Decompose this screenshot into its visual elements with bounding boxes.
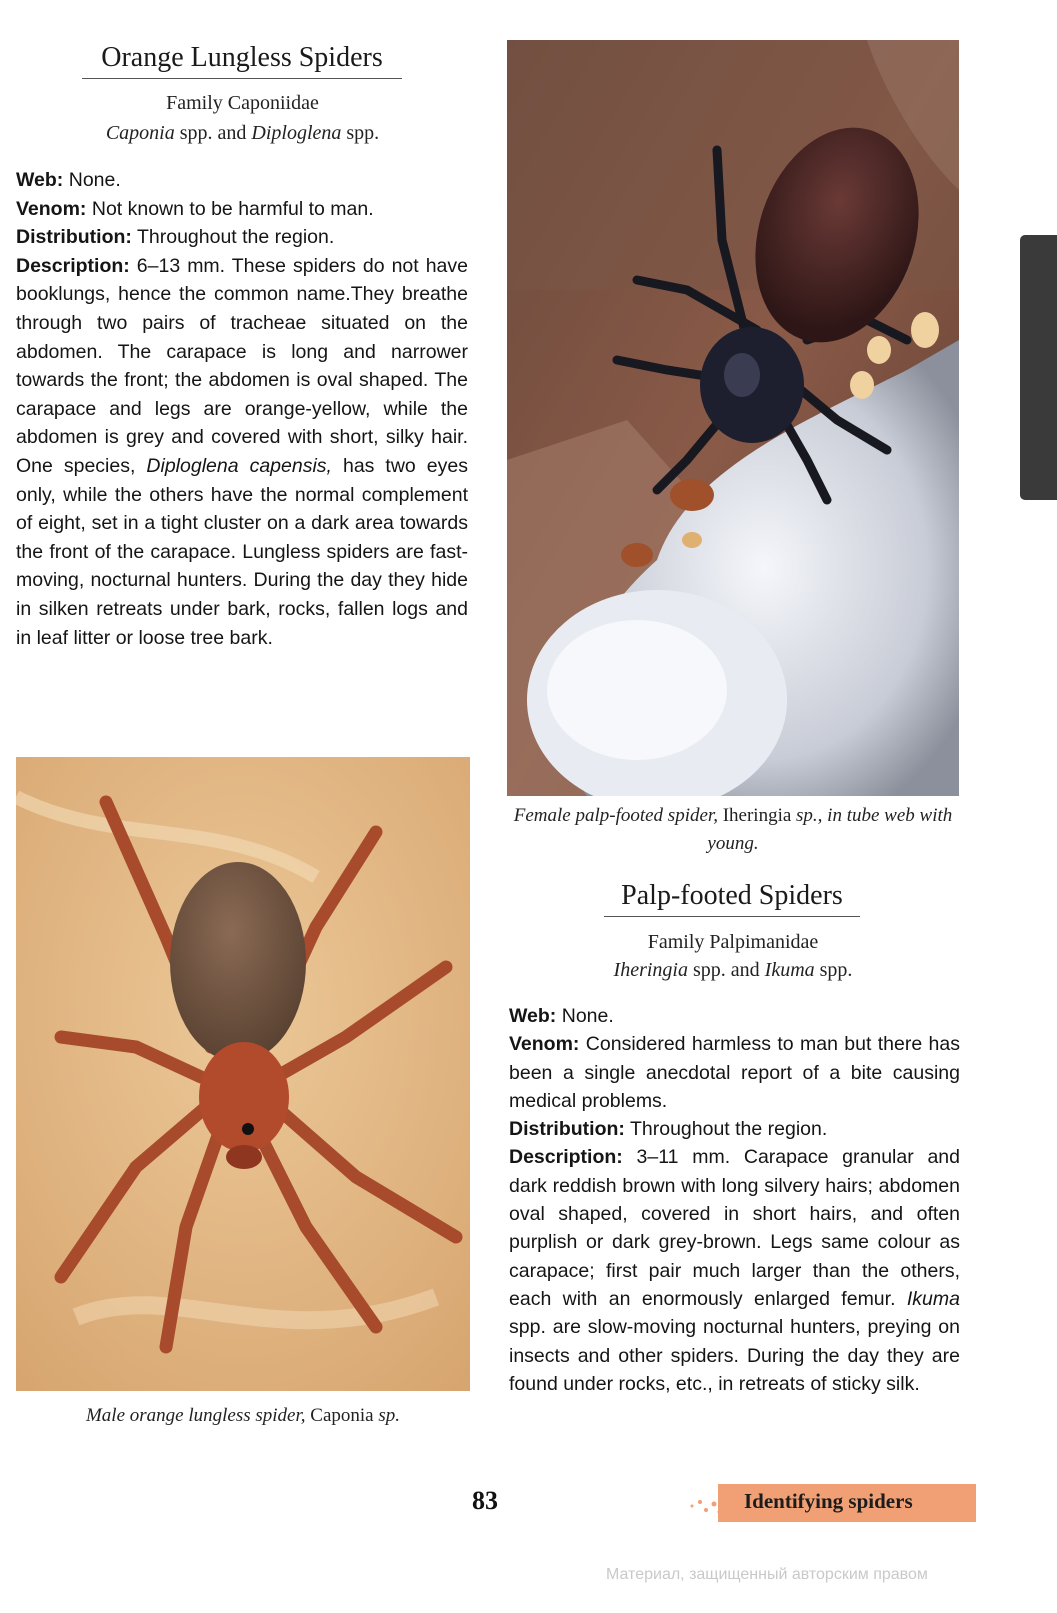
page-edge-shadow: [1020, 235, 1057, 500]
right-heading-block: [604, 880, 860, 917]
description-field-right: [509, 1143, 960, 1398]
description-italic-species: Diploglena capensis,: [146, 454, 332, 477]
caption-right-part-c: sp., in tube web with young.: [707, 805, 953, 854]
venom-field: [16, 195, 468, 224]
caption-right-genus: Iheringia: [717, 805, 792, 826]
page-number: 83: [472, 1486, 498, 1515]
genus-ikuma: Ikuma: [764, 959, 815, 981]
left-heading-block: [82, 42, 402, 79]
distribution-value: Throughout the region.: [131, 226, 335, 249]
venom-field-right: [509, 1030, 960, 1115]
genus-caponia: Caponia: [105, 122, 175, 144]
description-right-italic: Ikuma: [906, 1287, 960, 1310]
genus-iheringia: Iheringia: [613, 959, 688, 981]
web-label-right: Web:: [509, 1005, 557, 1027]
right-body-text: [509, 1002, 960, 1398]
section-title-palp-footed: Palp-footed Spiders: [604, 880, 860, 917]
description-label: Description:: [16, 254, 130, 277]
distribution-value-right: Throughout the region.: [624, 1118, 828, 1141]
palp-footed-spider-image: [507, 40, 959, 796]
family-caponiidae: Family Caponiidae: [166, 92, 319, 114]
web-label: Web:: [16, 169, 64, 191]
venom-value: Not known to be harmful to man.: [86, 197, 374, 220]
genus-diploglena: Diploglena: [251, 122, 342, 144]
species-suffix-right: spp.: [814, 959, 853, 981]
orange-lungless-spider-image: [16, 757, 470, 1391]
web-value: None.: [63, 169, 121, 191]
caption-left-end: sp.: [373, 1405, 401, 1426]
description-right-text-1: 3–11 mm. Carapace granular and dark reddish brown with long silvery hairs; abdomen oval shaped, covered in short hairs, and often purplish or dark grey-brown. Legs same colour as carapace; first pair much larger than the others, each with an enormously enlarged femur.: [509, 1146, 960, 1310]
description-text-1: 6–13 mm. These spiders do not have booklungs, hence the common name.They breathe through two pairs of tracheae situated on the abdomen. The carapace is long and narrower towards the front; the abdomen is oval shaped. The carapace and legs are orange-yellow, while the abdomen is grey and covered with short, silky hair. One species,: [16, 254, 468, 477]
caption-right-part-a: Female palp-footed spider,: [513, 805, 718, 826]
distribution-label: Distribution:: [16, 226, 132, 249]
copyright-watermark: Материал, защищенный авторским правом: [606, 1566, 928, 1583]
description-text-2: has two eyes only, while the others have the normal complement of eight, set in a tight cluster on a dark area towards the front of the carapace. Lungless spiders are fast-moving, nocturnal hunters. During the day they hide in silken retreats under bark, rocks, fallen logs and in leaf litter or loose tree bark.: [16, 454, 468, 649]
caption-orange-lungless-photo: [16, 1402, 470, 1430]
web-value-right: None.: [556, 1005, 614, 1027]
photo-palp-footed-spider: [507, 40, 959, 796]
distribution-field-right: [509, 1115, 960, 1143]
web-field: [16, 166, 468, 195]
caption-palp-footed-photo: [507, 802, 959, 858]
web-field-right: [509, 1002, 960, 1030]
caption-left-italic: Male orange lungless spider,: [85, 1405, 306, 1426]
venom-label: Venom:: [16, 197, 87, 220]
photo-orange-lungless-spider: [16, 757, 470, 1391]
species-connector: spp. and: [174, 122, 252, 144]
description-right-text-2: spp. are slow-moving nocturnal hunters, preying on insects and other spiders. During the day they are found under rocks, etc., in retreats of sticky silk.: [509, 1316, 960, 1395]
left-body-text: [16, 166, 468, 652]
venom-value-right: Considered harmless to man but there has been a single anecdotal report of a bite causing medical problems.: [509, 1033, 960, 1112]
distribution-field: [16, 223, 468, 252]
species-line-left: [0, 122, 485, 145]
species-suffix: spp.: [341, 122, 380, 144]
caption-left-genus: Caponia: [305, 1405, 374, 1426]
section-tab-label: Identifying spiders: [744, 1489, 913, 1513]
section-title-orange-lungless: Orange Lungless Spiders: [82, 42, 402, 79]
description-field: [16, 252, 468, 652]
species-connector-right: spp. and: [687, 959, 765, 981]
family-palpimanidae: Family Palpimanidae: [647, 931, 819, 953]
distribution-label-right: Distribution:: [509, 1118, 625, 1141]
venom-label-right: Venom:: [509, 1033, 580, 1056]
species-line-right: [507, 959, 959, 982]
description-label-right: Description:: [509, 1146, 623, 1169]
